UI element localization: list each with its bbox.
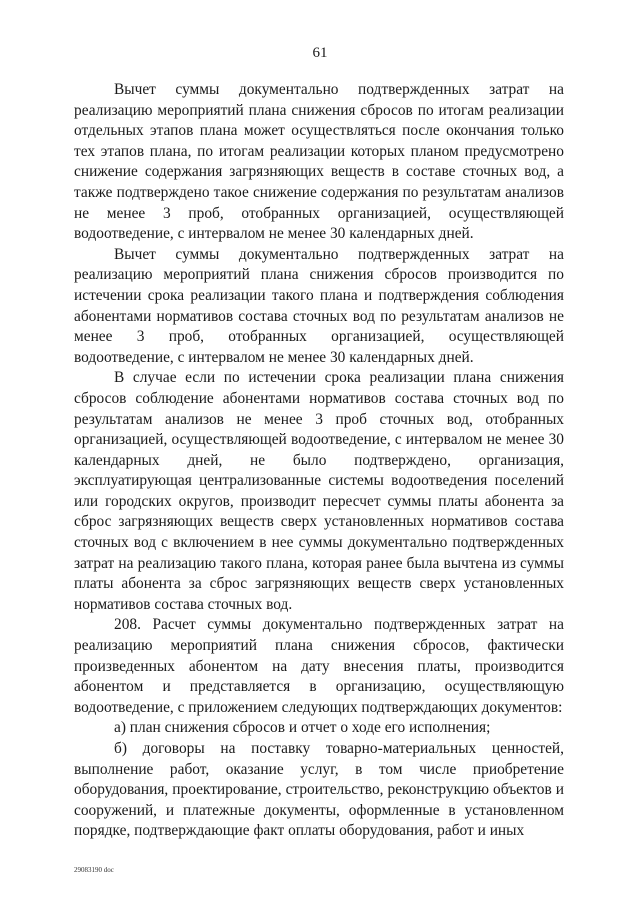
paragraph-item-208: 208. Расчет суммы документально подтвержденных затрат на реализацию мероприятий плана снижения сбросов, фактически произведенных абонентом на дату внесения платы, производится абонентом и представляется в организацию, осуществляющую водоотведение, с приложением следующих подтверждающих документов: [74, 616, 564, 716]
paragraph: Вычет суммы документально подтвержденных затрат на реализацию мероприятий плана снижения сбросов по итогам реализации отдельных этапов плана может осуществляться после окончания только тех этапов плана, по итогам реализации которых планом предусмотрено снижение содержания загрязняющих веществ в составе сточных вод, а также подтверждено такое снижение содержания по результатам анализов не менее 3 проб, отобранных организацией, осуществляющей водоотведение, с интервалом не менее 30 календарных дней. [74, 81, 564, 243]
paragraph: Вычет суммы документально подтвержденных затрат на реализацию мероприятий плана снижения сбросов производится по истечении срока реализации такого плана и подтверждения соблюдения абонентами нормативов состава сточных вод по результатам анализов не менее 3 проб, отобранных организацией, осуществляющей водоотведение, с интервалом не менее 30 календарных дней. [74, 245, 564, 366]
list-item-a: а) план снижения сбросов и отчет о ходе его исполнения; [114, 719, 491, 737]
document-body [74, 80, 564, 842]
paragraph: В случае если по истечении срока реализации плана снижения сбросов соблюдение абонентами нормативов состава сточных вод по результатам анализов не менее 3 проб сточных вод, отобранных организацией, осуществляющей водоотведение, с интервалом не менее 30 календарных дней, не было подтверждено, организация, эксплуатирующая централизованные системы водоотведения поселений или городских округов, производит пересчет суммы платы абонента за сброс загрязняющих веществ сверх установленных нормативов состава сточных вод с включением в нее суммы документально подтвержденных затрат на реализацию такого плана, которая ранее была вычтена из суммы платы абонента за сброс загрязняющих веществ сверх установленных нормативов состава сточных вод. [74, 369, 564, 613]
list-item-b: б) договоры на поставку товарно-материальных ценностей, выполнение работ, оказание услуг, в том числе приобретение оборудования, проектирование, строительство, реконструкцию объектов и сооружений, и платежные документы, оформленные в установленном порядке, подтверждающие факт оплаты оборудования, работ и иных [74, 740, 564, 840]
page-number: 61 [312, 45, 328, 61]
document-file-code: 29083190 doc [74, 866, 114, 874]
